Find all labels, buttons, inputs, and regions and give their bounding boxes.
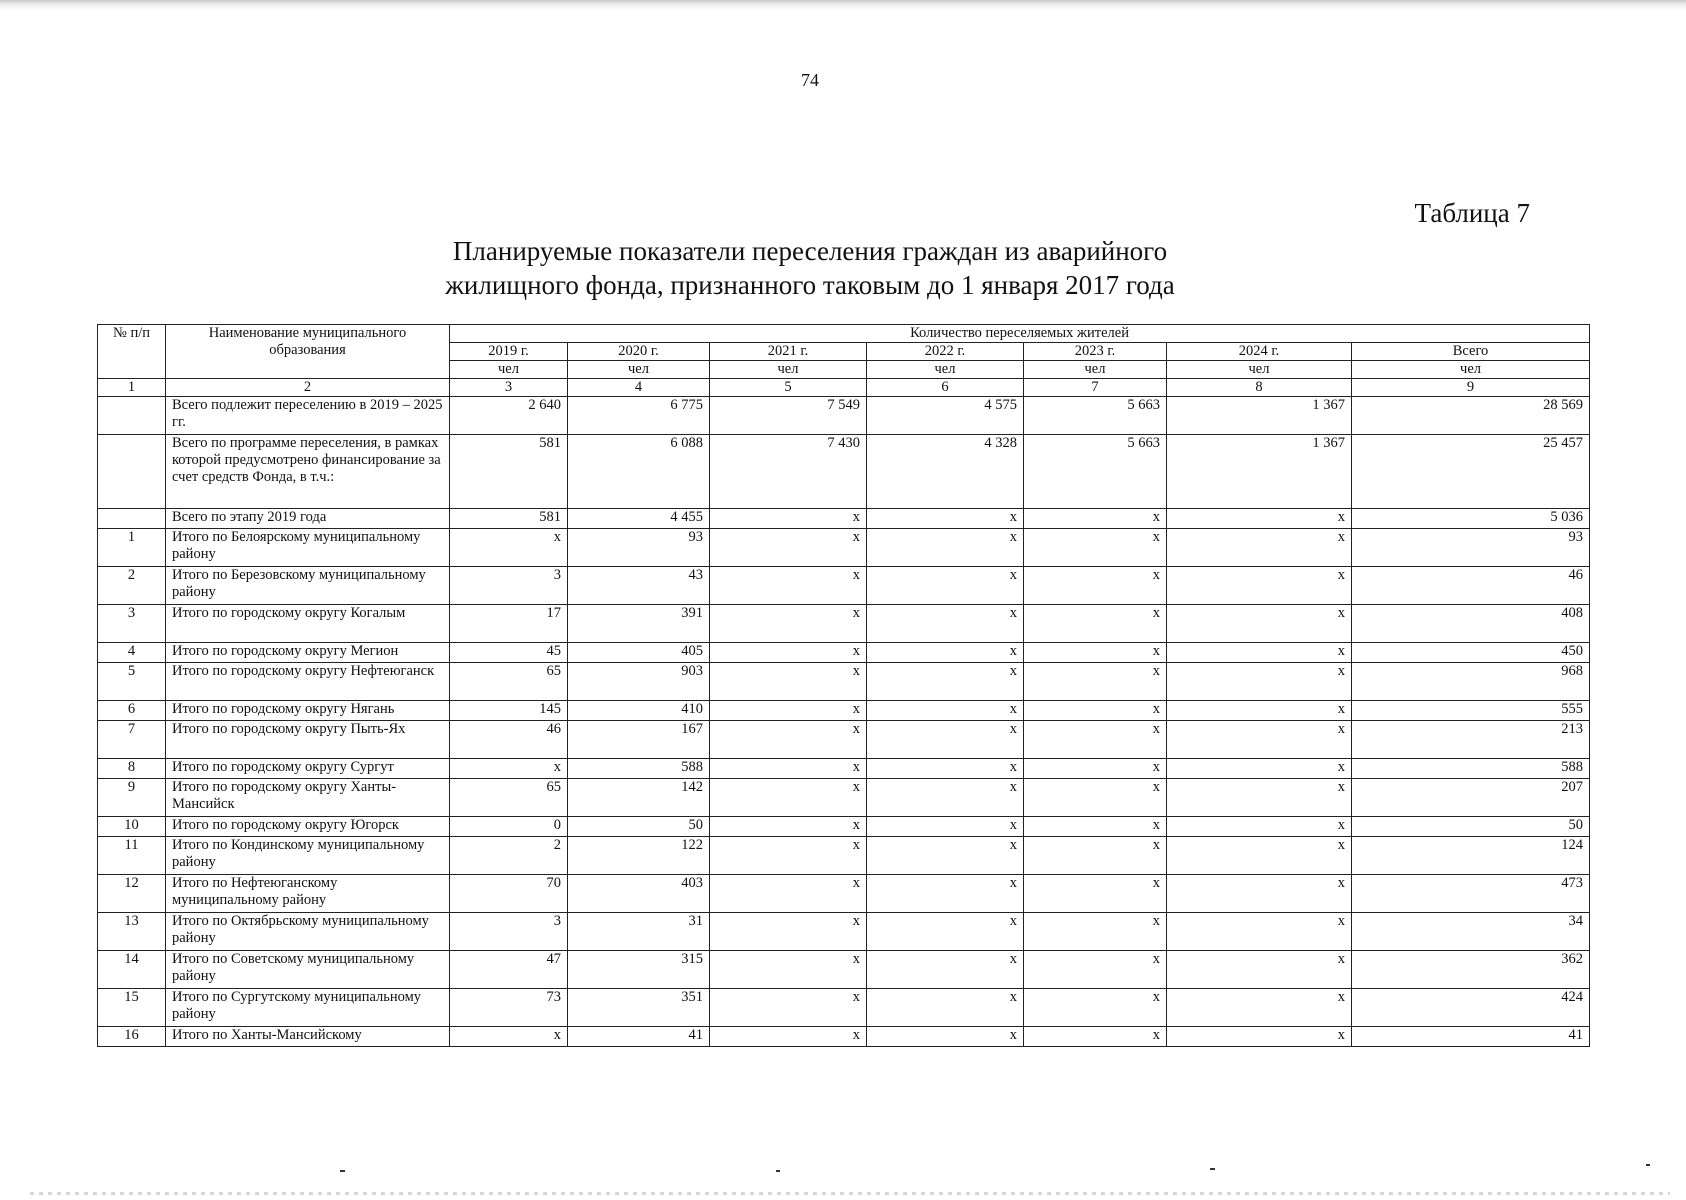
- row-number: 3: [98, 605, 166, 643]
- header-unit: чел: [710, 361, 867, 379]
- year-value: 391: [568, 605, 710, 643]
- empty-mark: x: [1024, 875, 1167, 913]
- empty-mark: x: [1167, 779, 1352, 817]
- scan-speck: [340, 1170, 345, 1172]
- empty-mark: x: [1024, 759, 1167, 779]
- row-number: 8: [98, 759, 166, 779]
- municipality-name: Итого по городскому округу Нягань: [166, 701, 450, 721]
- year-value: 581: [450, 509, 568, 529]
- empty-mark: x: [867, 567, 1024, 605]
- row-number: 13: [98, 913, 166, 951]
- year-value: 5 663: [1024, 397, 1167, 435]
- total-value: 450: [1352, 643, 1590, 663]
- scan-speck: [1646, 1164, 1650, 1166]
- empty-mark: x: [710, 1027, 867, 1047]
- row-number: 14: [98, 951, 166, 989]
- municipality-name: Итого по Нефтеюганскому муниципальному району: [166, 875, 450, 913]
- empty-mark: x: [710, 663, 867, 701]
- header-unit: чел: [867, 361, 1024, 379]
- municipality-name: Итого по городскому округу Сургут: [166, 759, 450, 779]
- empty-mark: x: [867, 817, 1024, 837]
- table-row: [98, 567, 1590, 605]
- header-year: 2021 г.: [710, 343, 867, 361]
- municipality-name: Итого по городскому округу Пыть-Ях: [166, 721, 450, 759]
- year-value: 3: [450, 913, 568, 951]
- empty-mark: x: [1167, 605, 1352, 643]
- year-value: 70: [450, 875, 568, 913]
- municipality-name: Итого по Белоярскому муниципальному району: [166, 529, 450, 567]
- year-value: 4 575: [867, 397, 1024, 435]
- year-value: 351: [568, 989, 710, 1027]
- header-year: 2019 г.: [450, 343, 568, 361]
- empty-mark: x: [710, 989, 867, 1027]
- empty-mark: x: [867, 779, 1024, 817]
- header-year: 2022 г.: [867, 343, 1024, 361]
- column-number: 6: [867, 379, 1024, 397]
- empty-mark: x: [1024, 951, 1167, 989]
- total-value: 588: [1352, 759, 1590, 779]
- header-unit: чел: [1352, 361, 1590, 379]
- empty-mark: x: [1167, 721, 1352, 759]
- row-number: 11: [98, 837, 166, 875]
- empty-mark: x: [710, 913, 867, 951]
- row-number: 10: [98, 817, 166, 837]
- empty-mark: x: [1167, 643, 1352, 663]
- municipality-name: Всего по этапу 2019 года: [166, 509, 450, 529]
- empty-mark: x: [1024, 605, 1167, 643]
- empty-mark: x: [1024, 701, 1167, 721]
- total-value: 408: [1352, 605, 1590, 643]
- header-num: № п/п: [98, 325, 166, 379]
- header-unit: чел: [1167, 361, 1352, 379]
- empty-mark: x: [1024, 721, 1167, 759]
- table-row: [98, 913, 1590, 951]
- total-value: 124: [1352, 837, 1590, 875]
- year-value: 405: [568, 643, 710, 663]
- page-number: 74: [801, 70, 819, 90]
- table-row: [98, 759, 1590, 779]
- empty-mark: x: [867, 701, 1024, 721]
- row-number: 12: [98, 875, 166, 913]
- empty-mark: x: [867, 989, 1024, 1027]
- column-number: 8: [1167, 379, 1352, 397]
- row-number: 15: [98, 989, 166, 1027]
- empty-mark: x: [450, 529, 568, 567]
- column-number: 7: [1024, 379, 1167, 397]
- table-body: [98, 397, 1590, 1047]
- column-number: 3: [450, 379, 568, 397]
- header-unit: чел: [450, 361, 568, 379]
- year-value: 122: [568, 837, 710, 875]
- column-number: 2: [166, 379, 450, 397]
- municipality-name: Итого по Советскому муниципальному району: [166, 951, 450, 989]
- total-value: 50: [1352, 817, 1590, 837]
- year-value: 73: [450, 989, 568, 1027]
- empty-mark: x: [710, 643, 867, 663]
- empty-mark: x: [710, 605, 867, 643]
- total-value: 5 036: [1352, 509, 1590, 529]
- table-row: [98, 837, 1590, 875]
- empty-mark: x: [710, 779, 867, 817]
- year-value: 43: [568, 567, 710, 605]
- row-number: 4: [98, 643, 166, 663]
- year-value: 6 088: [568, 435, 710, 509]
- table-row: [98, 529, 1590, 567]
- empty-mark: x: [867, 837, 1024, 875]
- row-number: [98, 397, 166, 435]
- year-value: 410: [568, 701, 710, 721]
- total-value: 25 457: [1352, 435, 1590, 509]
- document-title: [380, 234, 1240, 302]
- empty-mark: x: [1024, 817, 1167, 837]
- empty-mark: x: [1167, 529, 1352, 567]
- year-value: 167: [568, 721, 710, 759]
- empty-mark: x: [867, 875, 1024, 913]
- empty-mark: x: [867, 509, 1024, 529]
- table-row: [98, 435, 1590, 509]
- empty-mark: x: [710, 721, 867, 759]
- year-value: 93: [568, 529, 710, 567]
- row-number: 9: [98, 779, 166, 817]
- header-year: 2020 г.: [568, 343, 710, 361]
- empty-mark: x: [867, 721, 1024, 759]
- empty-mark: x: [1167, 951, 1352, 989]
- scan-speck: [1210, 1168, 1215, 1170]
- empty-mark: x: [1167, 837, 1352, 875]
- row-number: 7: [98, 721, 166, 759]
- year-value: 5 663: [1024, 435, 1167, 509]
- empty-mark: x: [1024, 837, 1167, 875]
- empty-mark: x: [1167, 701, 1352, 721]
- empty-mark: x: [867, 605, 1024, 643]
- empty-mark: x: [710, 509, 867, 529]
- empty-mark: x: [1167, 509, 1352, 529]
- year-value: 2 640: [450, 397, 568, 435]
- year-value: 142: [568, 779, 710, 817]
- empty-mark: x: [1024, 509, 1167, 529]
- year-value: 7 430: [710, 435, 867, 509]
- table-row: [98, 663, 1590, 701]
- year-value: 41: [568, 1027, 710, 1047]
- table-row: [98, 509, 1590, 529]
- empty-mark: x: [1024, 643, 1167, 663]
- empty-mark: x: [710, 567, 867, 605]
- year-value: 17: [450, 605, 568, 643]
- empty-mark: x: [1024, 529, 1167, 567]
- municipality-name: Итого по Сургутскому муниципальному району: [166, 989, 450, 1027]
- total-value: 968: [1352, 663, 1590, 701]
- table-row: [98, 397, 1590, 435]
- empty-mark: x: [1024, 663, 1167, 701]
- empty-mark: x: [1167, 759, 1352, 779]
- municipality-name: Итого по городскому округу Мегион: [166, 643, 450, 663]
- header-total: Всего: [1352, 343, 1590, 361]
- total-value: 424: [1352, 989, 1590, 1027]
- year-value: 65: [450, 779, 568, 817]
- empty-mark: x: [867, 643, 1024, 663]
- year-value: 47: [450, 951, 568, 989]
- year-value: 1 367: [1167, 435, 1352, 509]
- table-row: [98, 643, 1590, 663]
- resettlement-table: [97, 324, 1590, 1047]
- total-value: 555: [1352, 701, 1590, 721]
- column-number: 1: [98, 379, 166, 397]
- title-line-1: Планируемые показатели переселения граждан из аварийного: [452, 236, 1168, 266]
- year-value: 50: [568, 817, 710, 837]
- empty-mark: x: [710, 759, 867, 779]
- row-number: 16: [98, 1027, 166, 1047]
- year-value: 4 328: [867, 435, 1024, 509]
- empty-mark: x: [1167, 817, 1352, 837]
- year-value: 903: [568, 663, 710, 701]
- row-number: [98, 509, 166, 529]
- total-value: 362: [1352, 951, 1590, 989]
- table-row: [98, 1027, 1590, 1047]
- empty-mark: x: [1167, 913, 1352, 951]
- title-line-2: жилищного фонда, признанного таковым до 1 января 2017 года: [445, 270, 1175, 300]
- header-unit: чел: [1024, 361, 1167, 379]
- row-number: [98, 435, 166, 509]
- year-value: 588: [568, 759, 710, 779]
- empty-mark: x: [1167, 875, 1352, 913]
- municipality-name: Итого по городскому округу Нефтеюганск: [166, 663, 450, 701]
- municipality-name: Итого по Октябрьскому муниципальному району: [166, 913, 450, 951]
- total-value: 46: [1352, 567, 1590, 605]
- empty-mark: x: [1024, 1027, 1167, 1047]
- empty-mark: x: [1024, 779, 1167, 817]
- municipality-name: Итого по городскому округу Когалым: [166, 605, 450, 643]
- empty-mark: x: [867, 759, 1024, 779]
- empty-mark: x: [710, 837, 867, 875]
- year-value: 315: [568, 951, 710, 989]
- empty-mark: x: [710, 951, 867, 989]
- header-year: 2023 г.: [1024, 343, 1167, 361]
- empty-mark: x: [1167, 663, 1352, 701]
- year-value: 65: [450, 663, 568, 701]
- total-value: 473: [1352, 875, 1590, 913]
- year-value: 145: [450, 701, 568, 721]
- table-row: [98, 701, 1590, 721]
- total-value: 207: [1352, 779, 1590, 817]
- scan-edge-top: [0, 0, 1686, 10]
- header-group: Количество переселяемых жителей: [450, 325, 1590, 343]
- year-value: 403: [568, 875, 710, 913]
- table-row: [98, 951, 1590, 989]
- empty-mark: x: [710, 817, 867, 837]
- table-row: [98, 989, 1590, 1027]
- header-year: 2024 г.: [1167, 343, 1352, 361]
- year-value: 4 455: [568, 509, 710, 529]
- empty-mark: x: [710, 529, 867, 567]
- row-number: 2: [98, 567, 166, 605]
- table-row: [98, 721, 1590, 759]
- year-value: 46: [450, 721, 568, 759]
- empty-mark: x: [1167, 989, 1352, 1027]
- total-value: 41: [1352, 1027, 1590, 1047]
- year-value: 31: [568, 913, 710, 951]
- municipality-name: Всего по программе переселения, в рамках которой предусмотрено финансирование за счет средств Фонда, в т.ч.:: [166, 435, 450, 509]
- column-number: 5: [710, 379, 867, 397]
- year-value: 3: [450, 567, 568, 605]
- table-row: [98, 875, 1590, 913]
- table-label: Таблица 7: [1414, 198, 1530, 228]
- empty-mark: x: [867, 529, 1024, 567]
- scan-edge-bottom: [30, 1192, 1670, 1195]
- year-value: 2: [450, 837, 568, 875]
- year-value: 45: [450, 643, 568, 663]
- header-unit: чел: [568, 361, 710, 379]
- total-value: 34: [1352, 913, 1590, 951]
- empty-mark: x: [450, 1027, 568, 1047]
- table-row: [98, 605, 1590, 643]
- empty-mark: x: [1024, 913, 1167, 951]
- year-value: 6 775: [568, 397, 710, 435]
- empty-mark: x: [710, 875, 867, 913]
- year-value: 1 367: [1167, 397, 1352, 435]
- municipality-name: Итого по Кондинскому муниципальному району: [166, 837, 450, 875]
- empty-mark: x: [1024, 989, 1167, 1027]
- empty-mark: x: [867, 1027, 1024, 1047]
- total-value: 28 569: [1352, 397, 1590, 435]
- empty-mark: x: [867, 913, 1024, 951]
- municipality-name: Итого по городскому округу Югорск: [166, 817, 450, 837]
- empty-mark: x: [710, 701, 867, 721]
- empty-mark: x: [1167, 567, 1352, 605]
- header-name: Наименование муниципального образования: [166, 325, 450, 379]
- empty-mark: x: [867, 663, 1024, 701]
- year-value: 581: [450, 435, 568, 509]
- row-number: 5: [98, 663, 166, 701]
- year-value: 7 549: [710, 397, 867, 435]
- total-value: 93: [1352, 529, 1590, 567]
- municipality-name: Всего подлежит переселению в 2019 – 2025 гг.: [166, 397, 450, 435]
- column-number: 4: [568, 379, 710, 397]
- empty-mark: x: [450, 759, 568, 779]
- table-row: [98, 817, 1590, 837]
- empty-mark: x: [867, 951, 1024, 989]
- empty-mark: x: [1167, 1027, 1352, 1047]
- year-value: 0: [450, 817, 568, 837]
- column-number: 9: [1352, 379, 1590, 397]
- total-value: 213: [1352, 721, 1590, 759]
- table-row: [98, 779, 1590, 817]
- municipality-name: Итого по городскому округу Ханты-Мансийск: [166, 779, 450, 817]
- row-number: 1: [98, 529, 166, 567]
- scan-speck: [776, 1170, 780, 1172]
- row-number: 6: [98, 701, 166, 721]
- empty-mark: x: [1024, 567, 1167, 605]
- municipality-name: Итого по Березовскому муниципальному району: [166, 567, 450, 605]
- municipality-name: Итого по Ханты-Мансийскому: [166, 1027, 450, 1047]
